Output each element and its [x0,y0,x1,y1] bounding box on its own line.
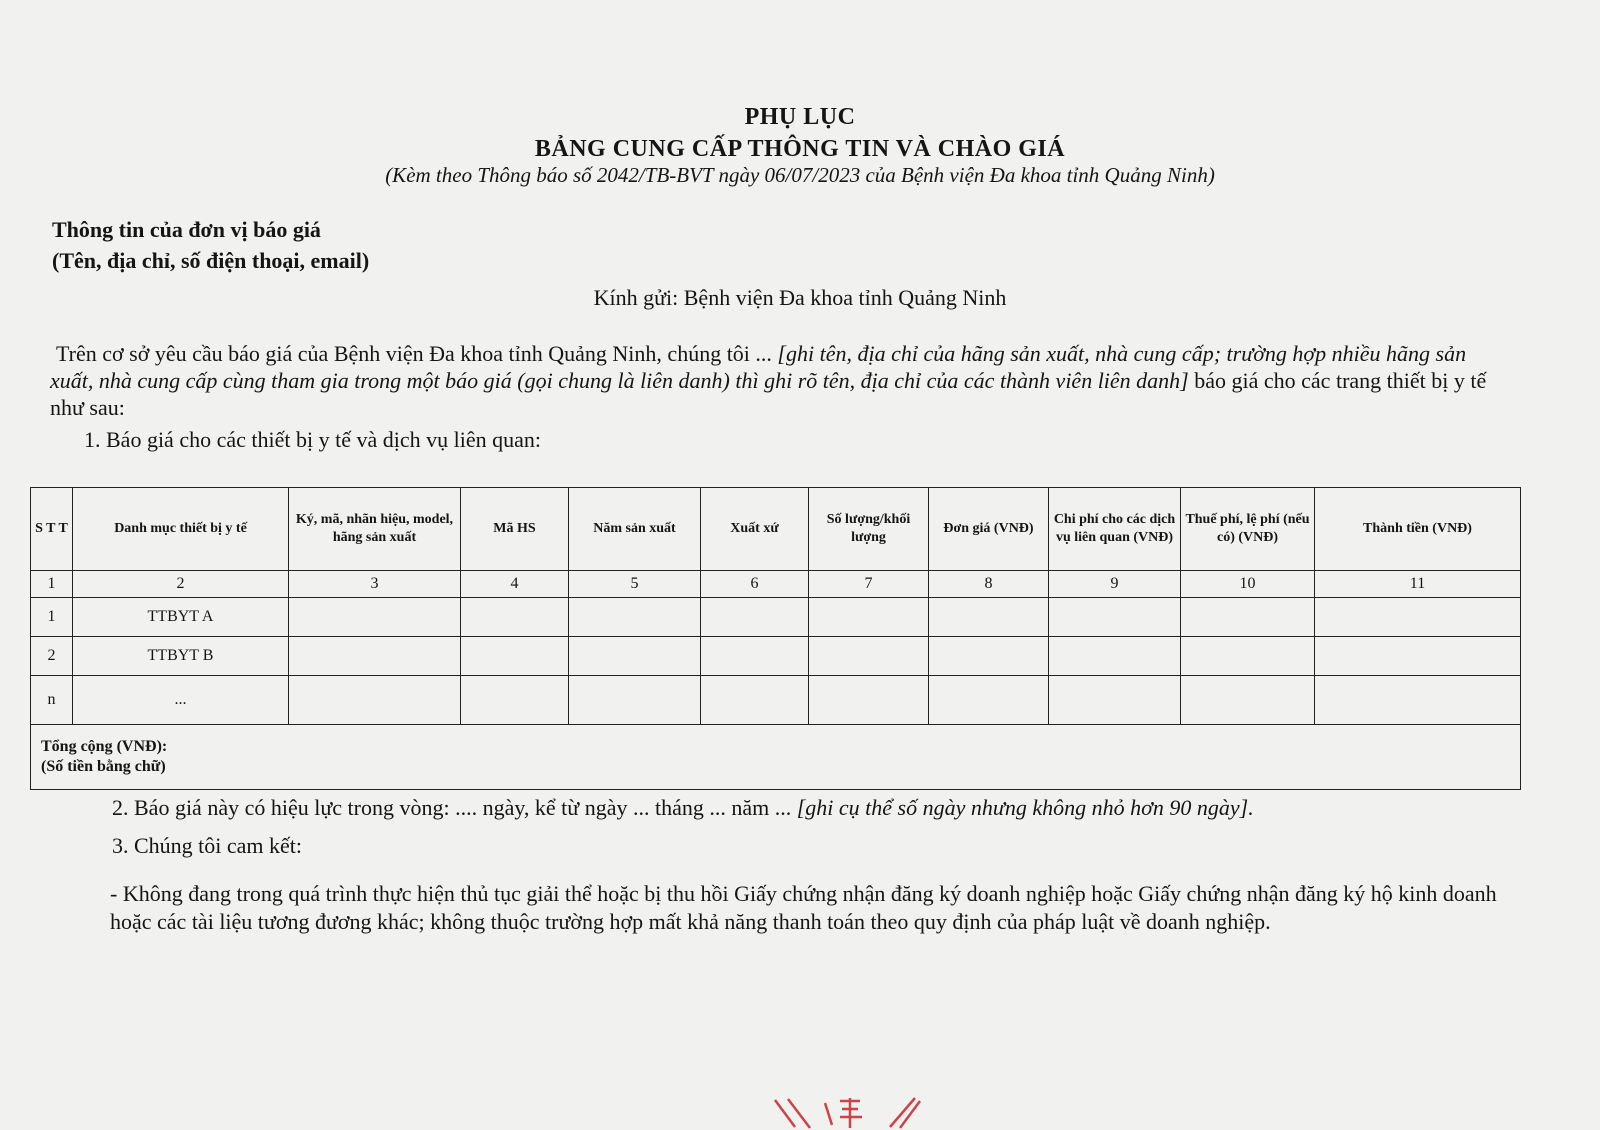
col-number: 9 [1049,571,1181,598]
col-number: 2 [73,571,289,598]
table-row [31,598,1521,637]
row-cell [1181,598,1315,637]
row-cell [289,676,461,725]
col-header-tax: Thuế phí, lệ phí (nếu có) (VNĐ) [1181,488,1315,571]
row-cell [701,637,809,676]
row-stt: 1 [31,598,73,637]
section-1-heading: 1. Báo giá cho các thiết bị y tế và dịch vụ liên quan: [84,427,541,452]
row-cell [1181,637,1315,676]
validity-text: 2. Báo giá này có hiệu lực trong vòng: .... ngày, kể từ ngày ... tháng ... năm ... [112,795,797,820]
col-header-quantity: Số lượng/khối lượng [809,488,929,571]
row-cell [1181,676,1315,725]
intro-text-start: Trên cơ sở yêu cầu báo giá của Bệnh viện Đa khoa tỉnh Quảng Ninh, chúng tôi ... [56,341,778,366]
doc-reference: (Kèm theo Thông báo số 2042/TB-BVT ngày 06/07/2023 của Bệnh viện Đa khoa tỉnh Quảng Ninh) [385,163,1215,187]
row-cell [1315,598,1521,637]
row-cell [1315,676,1521,725]
row-cell [929,676,1049,725]
col-header-origin: Xuất xứ [701,488,809,571]
validity-note: [ghi cụ thể số ngày nhưng không nhỏ hơn 90 ngày]. [796,795,1254,820]
col-header-unit-price: Đơn giá (VNĐ) [929,488,1049,571]
table-total-row [31,725,1521,790]
row-cell [929,598,1049,637]
intro-text-end: báo giá cho các trang thiết bị y tế như sau: [50,368,1487,420]
intro-paragraph [50,340,1500,421]
col-header-stt: S T T [31,488,73,571]
doc-title: PHỤ LỤC [744,104,856,130]
row-cell [1049,598,1181,637]
col-number: 7 [809,571,929,598]
row-cell [461,676,569,725]
sender-info-hint: (Tên, địa chỉ, số điện thoại, email) [52,248,370,273]
row-cell [569,598,701,637]
col-header-total: Thành tiền (VNĐ) [1315,488,1521,571]
recipient-line: Kính gửi: Bệnh viện Đa khoa tỉnh Quảng Ninh [593,285,1007,310]
row-cell [701,598,809,637]
col-header-year: Năm sản xuất [569,488,701,571]
row-item-name: ... [73,676,289,725]
section-3-heading: 3. Chúng tôi cam kết: [112,833,303,858]
col-number: 11 [1315,571,1521,598]
red-stamp-fragment [770,1095,950,1130]
row-cell [569,637,701,676]
row-cell [809,637,929,676]
row-cell [461,637,569,676]
col-header-service-cost: Chi phí cho các dịch vụ liên quan (VNĐ) [1049,488,1181,571]
table-header-row [31,488,1521,571]
doc-subtitle: BẢNG CUNG CẤP THÔNG TIN VÀ CHÀO GIÁ [534,136,1066,162]
row-cell [1049,676,1181,725]
row-cell [1049,637,1181,676]
quote-table [30,487,1521,790]
col-header-hs-code: Mã HS [461,488,569,571]
row-cell [809,598,929,637]
col-header-model: Ký, mã, nhãn hiệu, model, hãng sản xuất [289,488,461,571]
row-stt: n [31,676,73,725]
table-row [31,637,1521,676]
col-number: 10 [1181,571,1315,598]
table-number-row [31,571,1521,598]
col-number: 6 [701,571,809,598]
total-cell [31,725,1521,790]
row-cell [461,598,569,637]
col-number: 1 [31,571,73,598]
sender-info-label: Thông tin của đơn vị báo giá [52,217,321,242]
col-header-item: Danh mục thiết bị y tế [73,488,289,571]
row-cell [1315,637,1521,676]
row-cell [809,676,929,725]
row-item-name: TTBYT B [73,637,289,676]
table-row [31,676,1521,725]
intro-italic-note: [ghi tên, địa chỉ của hãng sản xuất, nhà cung cấp; trường hợp nhiều hãng sản xuất, nhà cung cấp cùng tham gia trong một báo giá (gọi chung là liên danh) thì ghi rõ tên, địa chỉ của các thành viên liên danh] [50,341,1467,393]
row-cell [289,637,461,676]
col-number: 8 [929,571,1049,598]
row-cell [289,598,461,637]
col-number: 3 [289,571,461,598]
row-cell [701,676,809,725]
total-in-words-label: (Số tiền bằng chữ) [41,758,166,775]
commitment-paragraph: - Không đang trong quá trình thực hiện thủ tục giải thể hoặc bị thu hồi Giấy chứng nhận đăng ký doanh nghiệp hoặc Giấy chứng nhận đăng ký hộ kinh doanh hoặc các tài liệu tương đương khác; không thuộc trường hợp mất khả năng thanh toán theo quy định của pháp luật về doanh nghiệp. [110,881,1497,934]
row-stt: 2 [31,637,73,676]
col-number: 4 [461,571,569,598]
row-cell [569,676,701,725]
row-item-name: TTBYT A [73,598,289,637]
total-label: Tổng cộng (VNĐ): [41,738,168,755]
row-cell [929,637,1049,676]
section-2-validity [112,794,1562,821]
col-number: 5 [569,571,701,598]
